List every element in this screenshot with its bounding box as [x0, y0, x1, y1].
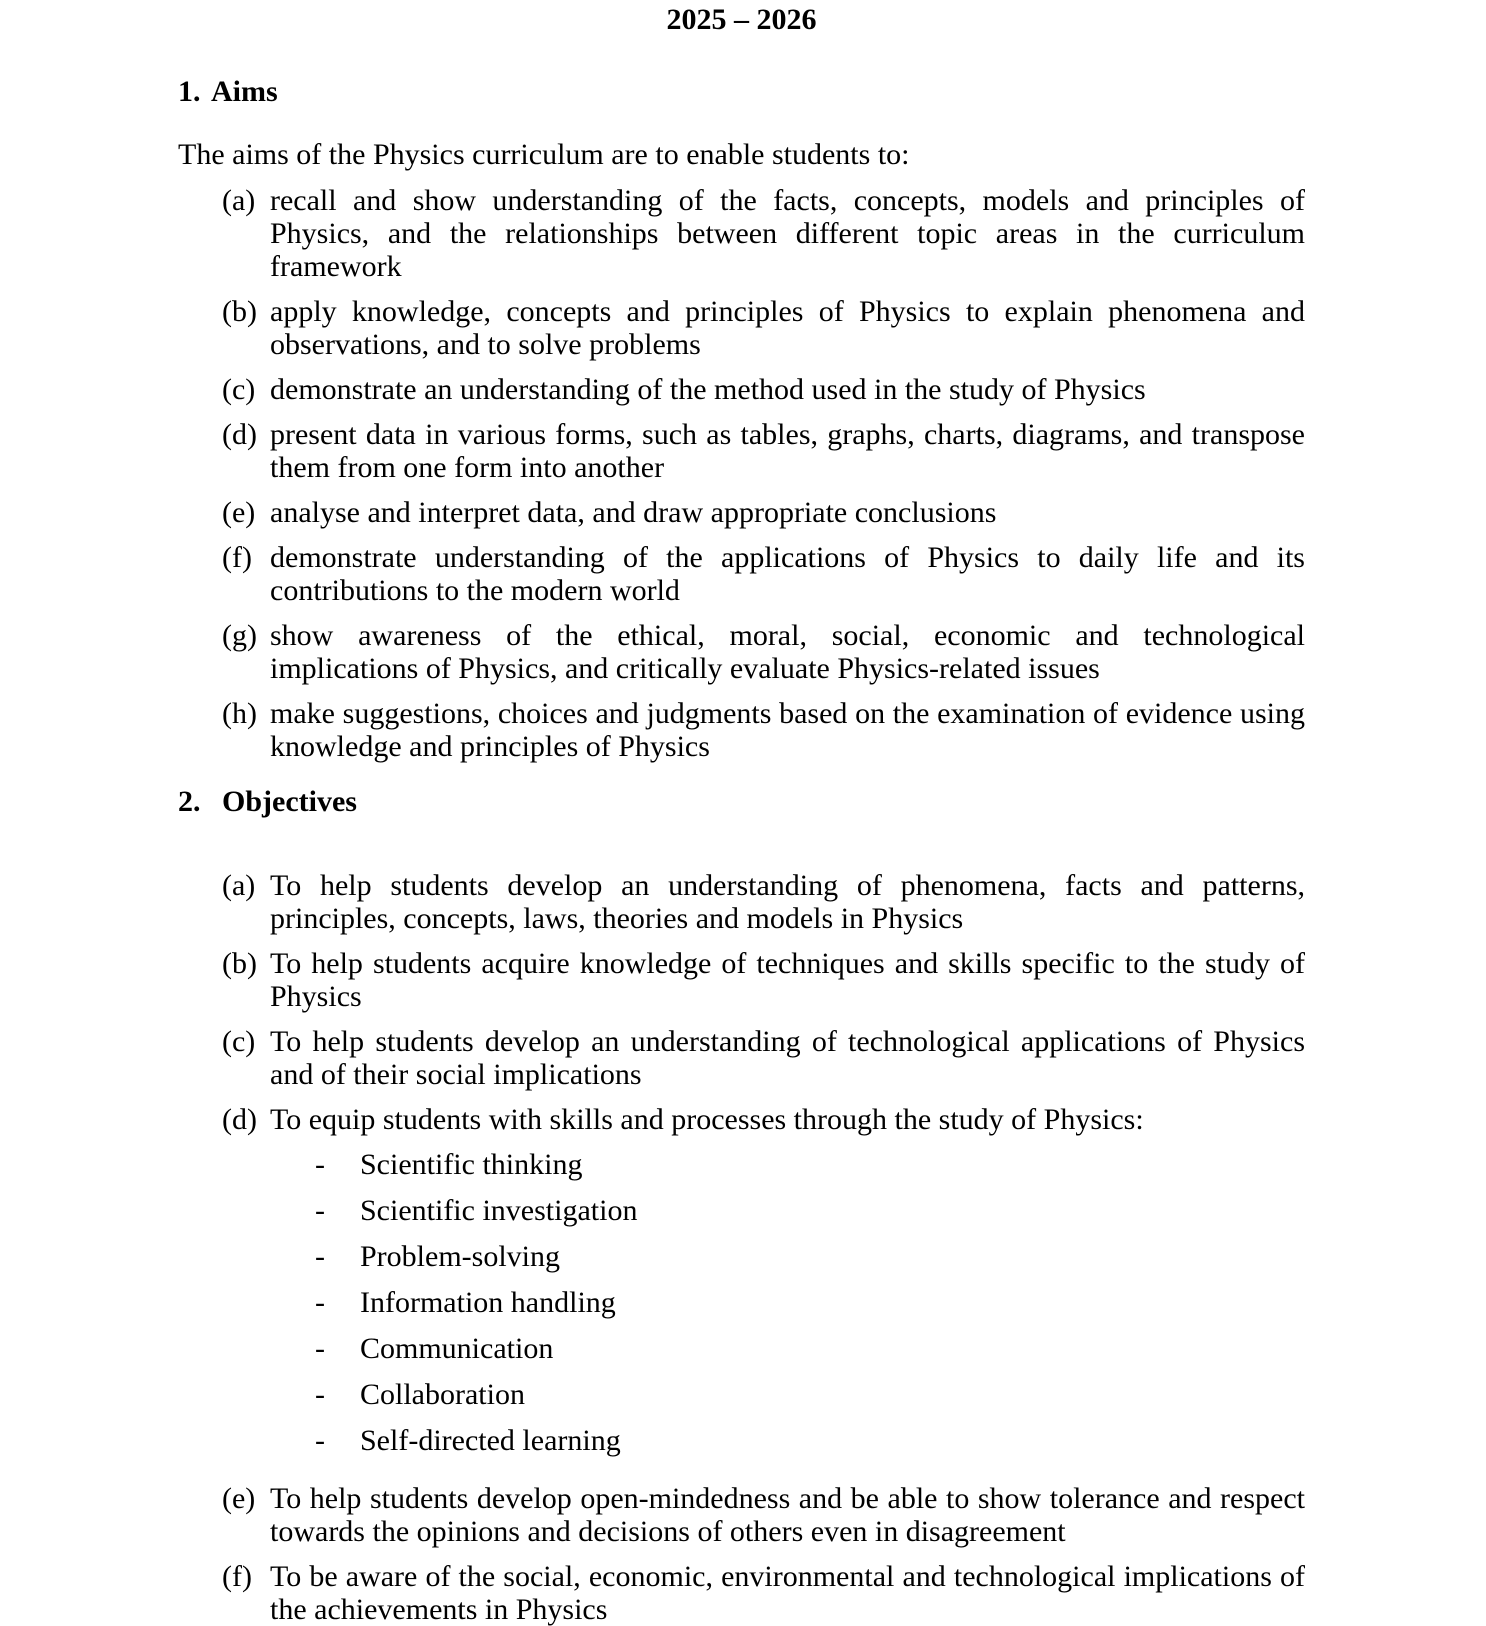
item-text: To help students develop an understanding of phenomena, facts and patterns, principles, concepts, laws, theories and models in Physics [270, 869, 1305, 935]
item-text: To help students develop open-mindedness and be able to show tolerance and respect towards the opinions and decisions of others even in disagreement [270, 1482, 1305, 1548]
sub-list-item [270, 1240, 1305, 1273]
item-label: (a) [222, 869, 256, 902]
sub-list-item [270, 1378, 1305, 1411]
item-label: (e) [222, 496, 256, 529]
sub-item-text: Self-directed learning [360, 1424, 621, 1457]
item-text: demonstrate an understanding of the method used in the study of Physics [270, 373, 1146, 406]
sub-item-text: Collaboration [360, 1378, 525, 1411]
sub-item-text: Scientific investigation [360, 1194, 638, 1227]
intro-paragraph: The aims of the Physics curriculum are to enable students to: [178, 138, 910, 171]
item-text: To equip students with skills and processes through the study of Physics: [270, 1103, 1144, 1136]
list-item [222, 697, 1305, 763]
sub-item-text: Problem-solving [360, 1240, 560, 1273]
dash-marker: - [315, 1424, 325, 1457]
list-item [222, 295, 1305, 361]
section-objectives [178, 785, 1305, 1626]
item-label: (b) [222, 947, 257, 980]
item-text: apply knowledge, concepts and principles of Physics to explain phenomena and observations, and to solve problems [270, 295, 1305, 361]
item-body [270, 1103, 1305, 1470]
sub-list-item [270, 1148, 1305, 1181]
item-text: recall and show understanding of the facts, concepts, models and principles of Physics, and the relationships between different topic areas in the curriculum framework [270, 184, 1305, 283]
list-item [222, 418, 1305, 484]
section-aims [178, 75, 1305, 763]
section-heading [178, 75, 1305, 108]
item-label: (a) [222, 184, 256, 217]
item-text: present data in various forms, such as tables, graphs, charts, diagrams, and transpose them from one form into another [270, 418, 1305, 484]
item-label: (d) [222, 1103, 257, 1136]
list-item [222, 1482, 1305, 1548]
list-item [222, 1025, 1305, 1091]
list-item [222, 869, 1305, 935]
sub-list-item [270, 1332, 1305, 1365]
item-text: To help students acquire knowledge of techniques and skills specific to the study of Physics [270, 947, 1305, 1013]
item-text: To help students develop an understanding of technological applications of Physics and of their social implications [270, 1025, 1305, 1091]
aims-list [222, 184, 1305, 763]
document-title: 2025 – 2026 [666, 3, 817, 36]
sub-list-item [270, 1424, 1305, 1457]
section-number: 2. [178, 785, 201, 818]
item-label: (h) [222, 697, 257, 730]
section-heading [178, 785, 1305, 818]
list-item [222, 373, 1305, 406]
dash-marker: - [315, 1378, 325, 1411]
item-label: (f) [222, 1560, 252, 1593]
item-label: (c) [222, 1025, 256, 1058]
list-item [222, 184, 1305, 283]
sub-item-text: Communication [360, 1332, 554, 1365]
section-title: Aims [211, 75, 278, 108]
list-item [222, 619, 1305, 685]
item-text: analyse and interpret data, and draw appropriate conclusions [270, 496, 997, 529]
sub-item-text: Information handling [360, 1286, 616, 1319]
objectives-list [222, 869, 1305, 1626]
dash-marker: - [315, 1286, 325, 1319]
item-label: (d) [222, 418, 257, 451]
list-item [222, 947, 1305, 1013]
item-text: demonstrate understanding of the applications of Physics to daily life and its contributions to the modern world [270, 541, 1305, 607]
list-item [222, 1560, 1305, 1626]
dash-marker: - [315, 1240, 325, 1273]
dash-marker: - [315, 1332, 325, 1365]
item-text: make suggestions, choices and judgments based on the examination of evidence using knowledge and principles of Physics [270, 697, 1305, 763]
dash-marker: - [315, 1148, 325, 1181]
list-item [222, 541, 1305, 607]
item-label: (g) [222, 619, 257, 652]
section-number: 1. [178, 75, 201, 108]
list-item [222, 496, 1305, 529]
list-item [222, 1103, 1305, 1470]
sub-list-item [270, 1286, 1305, 1319]
sub-item-text: Scientific thinking [360, 1148, 583, 1181]
sub-list-item [270, 1194, 1305, 1227]
item-text: show awareness of the ethical, moral, social, economic and technological implications of Physics, and critically evaluate Physics-related issues [270, 619, 1305, 685]
section-title: Objectives [222, 785, 357, 818]
item-text: To be aware of the social, economic, environmental and technological implications of the achievements in Physics [270, 1560, 1305, 1626]
skills-sub-list [270, 1148, 1305, 1457]
item-label: (c) [222, 373, 256, 406]
item-label: (f) [222, 541, 252, 574]
dash-marker: - [315, 1194, 325, 1227]
item-label: (b) [222, 295, 257, 328]
item-label: (e) [222, 1482, 256, 1515]
